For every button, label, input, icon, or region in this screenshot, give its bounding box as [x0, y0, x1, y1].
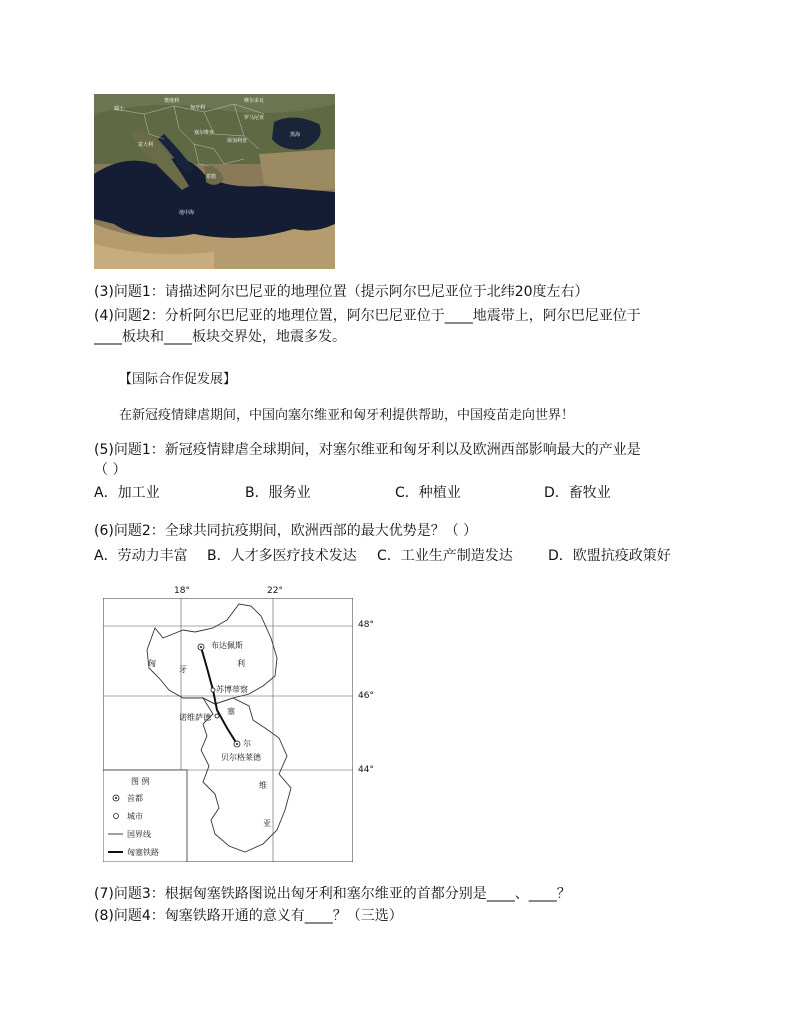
q6-option-c: C．工业生产制造发达 — [377, 548, 513, 564]
q6-option-b: B．人才多医疗技术发达 — [207, 548, 357, 564]
legend-title: 图 例 — [131, 777, 150, 786]
city-label-budapest: 布达佩斯 — [211, 641, 243, 650]
question-6: (6)问题2：全球共同抗疫期间，欧洲西部的最大优势是？（ ） — [94, 523, 478, 539]
q5-option-a: A．加工业 — [94, 485, 160, 501]
satellite-map-graphic — [94, 94, 335, 269]
legend-railway: 匈塞铁路 — [127, 848, 159, 857]
lat-label-44: 44° — [358, 765, 374, 775]
railway-map-graphic — [103, 598, 353, 862]
satellite-label-hungary: 匈牙利 — [190, 105, 206, 111]
q6-option-d: D．欧盟抗疫政策好 — [548, 548, 671, 564]
city-label-belgrade: 贝尔格莱德 — [221, 753, 261, 762]
subotica-city-icon — [211, 688, 215, 692]
legend-capital: 首都 — [127, 794, 143, 803]
question-5-line2: （ ） — [94, 462, 127, 478]
q6-option-a: A．劳动力丰富 — [94, 548, 188, 564]
question-8: (8)问题4：匈塞铁路开通的意义有____？（三选） — [94, 908, 403, 924]
lat-label-46: 46° — [358, 691, 374, 701]
railway-map — [103, 598, 353, 862]
serbia-char-3: 维 — [259, 781, 267, 790]
satellite-label-romania: 罗马尼亚 — [244, 115, 265, 121]
satellite-label-switzerland: 瑞士 — [114, 106, 125, 112]
novisad-city-icon — [215, 714, 219, 718]
city-label-novisad: 诺维萨德 — [179, 713, 211, 722]
satellite-label-bulgaria: 保加利亚 — [227, 138, 248, 144]
section-title: 【国际合作促发展】 — [119, 372, 237, 387]
q5-option-d: D．畜牧业 — [544, 485, 611, 501]
satellite-map — [94, 94, 335, 269]
legend-city: 城市 — [127, 812, 143, 821]
satellite-label-italy: 意大利 — [138, 142, 154, 148]
section-intro: 在新冠疫情肆虐期间，中国向塞尔维亚和匈牙利提供帮助，中国疫苗走向世界！ — [119, 408, 575, 423]
serbia-char-2: 尔 — [243, 739, 251, 748]
question-7: (7)问题3：根据匈塞铁路图说出匈牙利和塞尔维亚的首都分别是____、____？ — [94, 886, 571, 902]
satellite-label-black-sea: 黑海 — [290, 132, 301, 138]
serbia-char-4: 亚 — [263, 819, 271, 828]
satellite-label-greece: 希腊 — [206, 174, 217, 180]
question-4-line2: ____板块和____板块交界处，地震多发。 — [94, 329, 346, 345]
question-3: (3)问题1：请描述阿尔巴尼亚的地理位置（提示阿尔巴尼亚位于北纬20度左右） — [94, 284, 589, 300]
question-5-line1: (5)问题1：新冠疫情肆虐全球期间，对塞尔维亚和匈牙利以及欧洲西部影响最大的产业是 — [94, 442, 641, 458]
legend-border: 国界线 — [127, 830, 151, 839]
hungary-char-1: 匈 — [148, 659, 156, 668]
hungary-char-3: 利 — [237, 659, 245, 668]
lon-label-18: 18° — [174, 586, 190, 596]
hungary-char-2: 牙 — [179, 665, 187, 674]
serbia-char-1: 塞 — [227, 707, 235, 716]
lat-label-48: 48° — [358, 620, 374, 630]
satellite-label-serbia: 塞尔维亚 — [194, 130, 215, 136]
satellite-label-austria: 奥地利 — [164, 98, 180, 104]
satellite-label-moldova: 摩尔多瓦 — [244, 98, 265, 104]
lon-label-22: 22° — [267, 586, 283, 596]
question-4-line1: (4)问题2：分析阿尔巴尼亚的地理位置，阿尔巴尼亚位于____地震带上，阿尔巴尼亚位于 — [94, 308, 641, 324]
q5-option-b: B．服务业 — [245, 485, 311, 501]
q5-option-c: C．种植业 — [395, 485, 461, 501]
city-label-subotica: 苏博蒂察 — [216, 685, 248, 694]
legend-city-icon — [114, 814, 119, 819]
satellite-label-mediterranean: 地中海 — [179, 210, 195, 216]
